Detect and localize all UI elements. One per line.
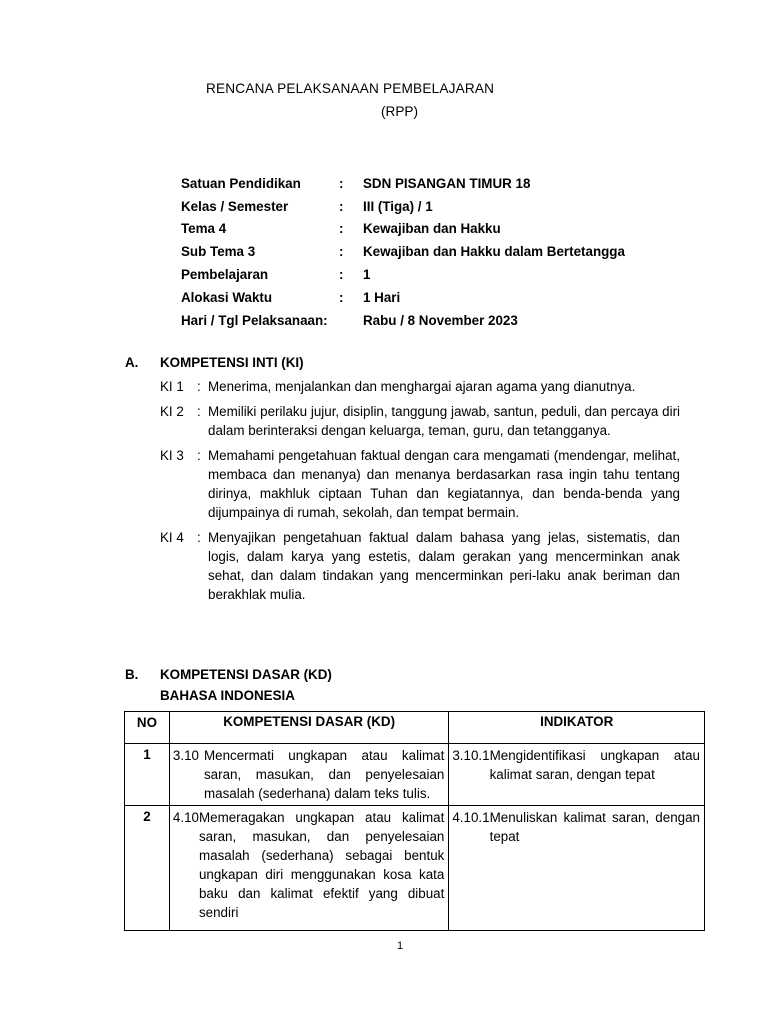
kd-cell: [169, 806, 448, 931]
section-title: KOMPETENSI INTI (KI): [160, 355, 304, 370]
kd-table: [124, 711, 705, 931]
identity-colon: :: [339, 198, 344, 214]
identity-row-kelas: [181, 195, 625, 218]
kd-cell: [169, 744, 448, 806]
identity-colon: :: [339, 289, 344, 305]
kd-code: 3.10: [172, 748, 199, 763]
kd-text: Memeragakan ungkapan atau kalimat saran, masukan, dan penyelesaian masalah (sederhana) sebagai bentuk ungkapan diri menggunakan kosa kata baku dan kalimat efektif yang dibuat sendiri: [198, 810, 445, 920]
ki-item: [160, 446, 680, 522]
document-subtitle: (RPP): [381, 104, 419, 119]
ki-item: [160, 402, 680, 440]
identity-value: Kewajiban dan Hakku dalam Bertetangga: [363, 244, 625, 260]
identity-label: Hari / Tgl Pelaksanaan:: [181, 312, 328, 328]
document-title: RENCANA PELAKSANAAN PEMBELAJARAN: [206, 81, 495, 96]
identity-row-satuan: [181, 172, 625, 195]
identity-label: Tema 4: [181, 221, 227, 237]
identity-colon: :: [339, 221, 344, 237]
identity-label: Kelas / Semester: [181, 198, 289, 214]
header-no: NO: [125, 712, 170, 744]
table-row: [125, 744, 705, 806]
indikator-cell: [449, 806, 705, 931]
ki-number: KI 4: [160, 530, 184, 545]
identity-label: Pembelajaran: [181, 267, 269, 283]
row-number: 2: [125, 806, 170, 931]
indikator-cell: [449, 744, 705, 806]
ki-text: Menyajikan pengetahuan faktual dalam bahasa yang jelas, sistematis, dan logis, dalam karya yang estetis, dalam gerakan yang mencerminkan anak sehat, dan dalam tindakan yang mencerminkan peri-laku anak beriman dan berakhlak mulia.: [208, 530, 680, 602]
identity-value: Rabu / 8 November 2023: [363, 312, 518, 328]
identity-colon: :: [339, 175, 344, 191]
identity-row-pembelajaran: [181, 263, 625, 286]
identity-colon: :: [339, 267, 344, 283]
ki-colon: :: [197, 530, 201, 545]
identity-row-tema: [181, 218, 625, 241]
indikator-code: 4.10.1: [452, 810, 490, 825]
identity-value: III (Tiga) / 1: [363, 198, 433, 214]
ki-item: [160, 377, 680, 396]
identity-colon: :: [339, 244, 344, 260]
section-letter: A.: [125, 355, 139, 370]
ki-text: Memahami pengetahuan faktual dengan cara mengamati (mendengar, melihat, membaca dan menanya) dan menanya berdasarkan rasa ingin tahu tentang dirinya, makhluk ciptaan Tuhan dan kegiatannya, dan benda-benda yang dijumpainya di rumah, sekolah, dan tempat bermain.: [208, 448, 680, 520]
ki-colon: :: [197, 379, 201, 394]
identity-value: 1: [363, 267, 371, 283]
ki-text: Menerima, menjalankan dan menghargai ajaran agama yang dianutnya.: [208, 379, 636, 394]
indikator-text: Mengidentifikasi ungkapan atau kalimat saran, dengan tepat: [489, 748, 700, 782]
identity-value: 1 Hari: [363, 289, 401, 305]
identity-block: [181, 172, 625, 332]
ki-colon: :: [197, 404, 201, 419]
ki-number: KI 2: [160, 404, 184, 419]
ki-text: Memiliki perilaku jujur, disiplin, tanggung jawab, santun, peduli, dan percaya diri dalam berinteraksi dengan keluarga, teman, guru, dan tetangganya.: [208, 404, 680, 438]
header-kd: KOMPETENSI DASAR (KD): [169, 712, 448, 744]
table-row: [125, 806, 705, 931]
kd-table-header: [125, 712, 705, 744]
kd-code: 4.10: [172, 810, 199, 825]
indikator-text: Menuliskan kalimat saran, dengan tepat: [489, 810, 700, 844]
ki-list: [160, 377, 680, 610]
identity-row-alokasi: [181, 286, 625, 309]
identity-label: Satuan Pendidikan: [181, 175, 301, 191]
ki-number: KI 3: [160, 448, 184, 463]
row-number: 1: [125, 744, 170, 806]
identity-row-hari: [181, 309, 625, 332]
identity-value: Kewajiban dan Hakku: [363, 221, 501, 237]
page-number: 1: [397, 940, 404, 952]
ki-number: KI 1: [160, 379, 184, 394]
kd-text: Mencermati ungkapan atau kalimat saran, masukan, dan penyelesaian masalah (sederhana) dalam teks tulis.: [203, 748, 445, 801]
header-indikator: INDIKATOR: [449, 712, 705, 744]
subject-title: BAHASA INDONESIA: [160, 688, 295, 703]
identity-label: Alokasi Waktu: [181, 289, 273, 305]
section-title: KOMPETENSI DASAR (KD): [160, 667, 332, 682]
identity-row-subtema: [181, 240, 625, 263]
identity-label: Sub Tema 3: [181, 244, 256, 260]
indikator-code: 3.10.1: [452, 748, 490, 763]
ki-item: [160, 528, 680, 604]
identity-value: SDN PISANGAN TIMUR 18: [363, 175, 531, 191]
ki-colon: :: [197, 448, 201, 463]
section-letter: B.: [125, 667, 139, 682]
